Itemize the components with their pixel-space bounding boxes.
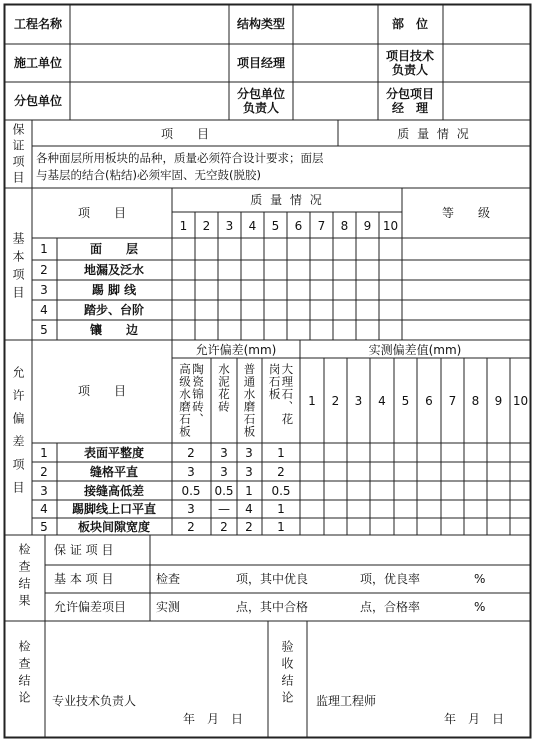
tolerance-allowed-value: 3 xyxy=(220,445,228,460)
measured-number-9: 9 xyxy=(494,394,503,408)
basic-number-8: 8 xyxy=(340,219,349,233)
guarantee-content-line1: 各种面层所用板块的品种，质量必须符合设计要求；面层 xyxy=(36,151,324,165)
measured-number-6: 6 xyxy=(425,394,433,408)
result-tolerance-percent: % xyxy=(474,600,486,614)
side-results: 检查结果 xyxy=(17,543,31,611)
basic-row-number: 1 xyxy=(40,242,48,256)
tolerance-allowed-value: 0.5 xyxy=(271,483,291,498)
guarantee-content-line2: 与基层的结合(粘结)必须牢固、无空鼓(脱胶) xyxy=(36,168,261,182)
label-tech-lead-line1: 项目技术 xyxy=(385,49,435,63)
tolerance-row-number: 2 xyxy=(40,464,48,479)
tolerance-allowed-value: 2 xyxy=(245,519,253,534)
label-subcontractor: 分包单位 xyxy=(13,94,63,108)
tolerance-allowed-value: 2 xyxy=(277,464,285,479)
tolerance-row-number: 5 xyxy=(40,519,48,534)
basic-number-1: 1 xyxy=(179,219,188,233)
basic-number-4: 4 xyxy=(248,219,257,233)
tolerance-allowed-value: 3 xyxy=(245,464,253,479)
tolerance-col-allowed: 允许偏差(mm) xyxy=(195,343,277,357)
tolerance-allowed-value: 1 xyxy=(245,483,253,498)
tolerance-col-item: 项 目 xyxy=(77,384,127,398)
tolerance-material-header: 陶瓷锦砖、 xyxy=(191,363,205,426)
tolerance-material-header: 普通水磨石板 xyxy=(242,363,257,438)
sign-supervisor: 监理工程师 xyxy=(316,694,377,708)
basic-row-name: 地漏及泛水 xyxy=(83,263,145,277)
basic-row-name: 踏步、台阶 xyxy=(83,303,145,317)
basic-number-6: 6 xyxy=(294,219,303,233)
tolerance-material-header: 大理石、花 xyxy=(280,363,295,426)
tolerance-allowed-value: 3 xyxy=(187,464,195,479)
tolerance-row-name: 板块间隙宽度 xyxy=(77,519,151,534)
basic-row-name: 面 层 xyxy=(89,242,139,256)
label-sub-manager-line1: 分包项目 xyxy=(385,87,435,101)
tolerance-row-number: 4 xyxy=(40,502,48,516)
measured-number-7: 7 xyxy=(448,394,457,408)
measured-number-10: 10 xyxy=(512,394,529,408)
result-basic-excellent: 项，其中优良 xyxy=(236,572,309,586)
tolerance-allowed-value: 3 xyxy=(245,445,253,460)
label-project-manager: 项目经理 xyxy=(236,56,286,70)
tolerance-allowed-value: 0.5 xyxy=(214,483,234,498)
result-basic-label: 基 本 项 目 xyxy=(54,572,114,586)
tolerance-row-name: 缝格平直 xyxy=(89,464,139,479)
tolerance-allowed-value: 2 xyxy=(187,519,195,534)
tolerance-row-name: 踢脚线上口平直 xyxy=(71,502,157,516)
result-tolerance-label: 允许偏差项目 xyxy=(54,600,127,614)
date-right: 年 月 日 xyxy=(444,712,505,726)
basic-number-3: 3 xyxy=(225,219,234,233)
tolerance-allowed-value: 1 xyxy=(277,445,285,460)
label-project-name: 工程名称 xyxy=(13,17,63,31)
result-tolerance-rate: 点，合格率 xyxy=(360,600,421,614)
label-sub-manager-line2: 经 理 xyxy=(391,101,429,115)
label-sub-lead-line1: 分包单位 xyxy=(236,87,286,101)
result-basic-check: 检查 xyxy=(156,572,181,586)
label-sub-lead-line2: 负责人 xyxy=(242,101,280,115)
side-check-conclusion: 检查结论 xyxy=(17,640,31,708)
sign-tech-lead: 专业技术负责人 xyxy=(52,694,137,708)
tolerance-material-header: 水泥花砖 xyxy=(217,363,231,413)
tolerance-row-number: 3 xyxy=(40,483,48,498)
date-left: 年 月 日 xyxy=(183,712,244,726)
basic-number-9: 9 xyxy=(363,219,372,233)
label-construction-unit: 施工单位 xyxy=(13,56,63,70)
side-basic: 基本项目 xyxy=(11,232,25,304)
result-tolerance-qualified: 点，其中合格 xyxy=(236,600,309,614)
result-guarantee-label: 保 证 项 目 xyxy=(54,543,114,557)
tolerance-allowed-value: 4 xyxy=(245,502,253,516)
tolerance-allowed-value: — xyxy=(218,502,230,516)
basic-col-item: 项 目 xyxy=(77,206,127,220)
side-guarantee: 保证项目 xyxy=(11,123,25,187)
tolerance-allowed-value: 3 xyxy=(187,502,195,516)
basic-row-number: 2 xyxy=(40,263,48,277)
basic-row-name: 镶 边 xyxy=(89,323,139,337)
tolerance-allowed-value: 2 xyxy=(220,519,228,534)
result-tolerance-measured: 实测 xyxy=(156,600,181,614)
label-department: 部 位 xyxy=(391,17,429,31)
guarantee-col-quality: 质 量 情 况 xyxy=(397,127,471,141)
tolerance-allowed-value: 0.5 xyxy=(181,483,201,498)
result-basic-rate: 项，优良率 xyxy=(360,572,421,586)
side-tolerance: 允许偏差项目 xyxy=(11,366,25,504)
label-tech-lead-line2: 负责人 xyxy=(391,63,429,77)
result-basic-percent: % xyxy=(474,572,486,586)
tolerance-row-name: 表面平整度 xyxy=(83,445,145,460)
basic-col-quality: 质 量 情 况 xyxy=(250,193,324,207)
basic-row-number: 4 xyxy=(40,303,48,317)
tolerance-allowed-value: 3 xyxy=(220,464,228,479)
tolerance-allowed-value: 1 xyxy=(277,519,285,534)
basic-number-5: 5 xyxy=(271,219,280,233)
guarantee-col-item: 项 目 xyxy=(160,127,210,141)
tolerance-col-measured: 实测偏差值(mm) xyxy=(368,343,462,357)
measured-number-8: 8 xyxy=(471,394,480,408)
label-structure-type: 结构类型 xyxy=(236,17,286,31)
measured-number-3: 3 xyxy=(354,394,363,408)
tolerance-row-number: 1 xyxy=(40,445,48,460)
basic-row-number: 5 xyxy=(40,323,48,337)
basic-number-7: 7 xyxy=(317,219,326,233)
basic-row-name: 踢 脚 线 xyxy=(91,283,137,297)
basic-number-10: 10 xyxy=(382,219,399,233)
measured-number-1: 1 xyxy=(308,394,316,408)
measured-number-4: 4 xyxy=(378,394,386,408)
tolerance-row-name: 接缝高低差 xyxy=(83,483,145,498)
tolerance-material-header: 高级水磨石板 xyxy=(178,363,192,438)
tolerance-material-header: 岗石板 xyxy=(267,363,282,401)
basic-col-grade: 等 级 xyxy=(441,206,491,220)
measured-number-5: 5 xyxy=(401,394,410,408)
tolerance-allowed-value: 2 xyxy=(187,445,195,460)
side-accept-conclusion: 验收结论 xyxy=(280,640,294,708)
tolerance-allowed-value: 1 xyxy=(277,502,285,516)
basic-number-2: 2 xyxy=(202,219,211,233)
measured-number-2: 2 xyxy=(331,394,340,408)
basic-row-number: 3 xyxy=(40,283,48,297)
